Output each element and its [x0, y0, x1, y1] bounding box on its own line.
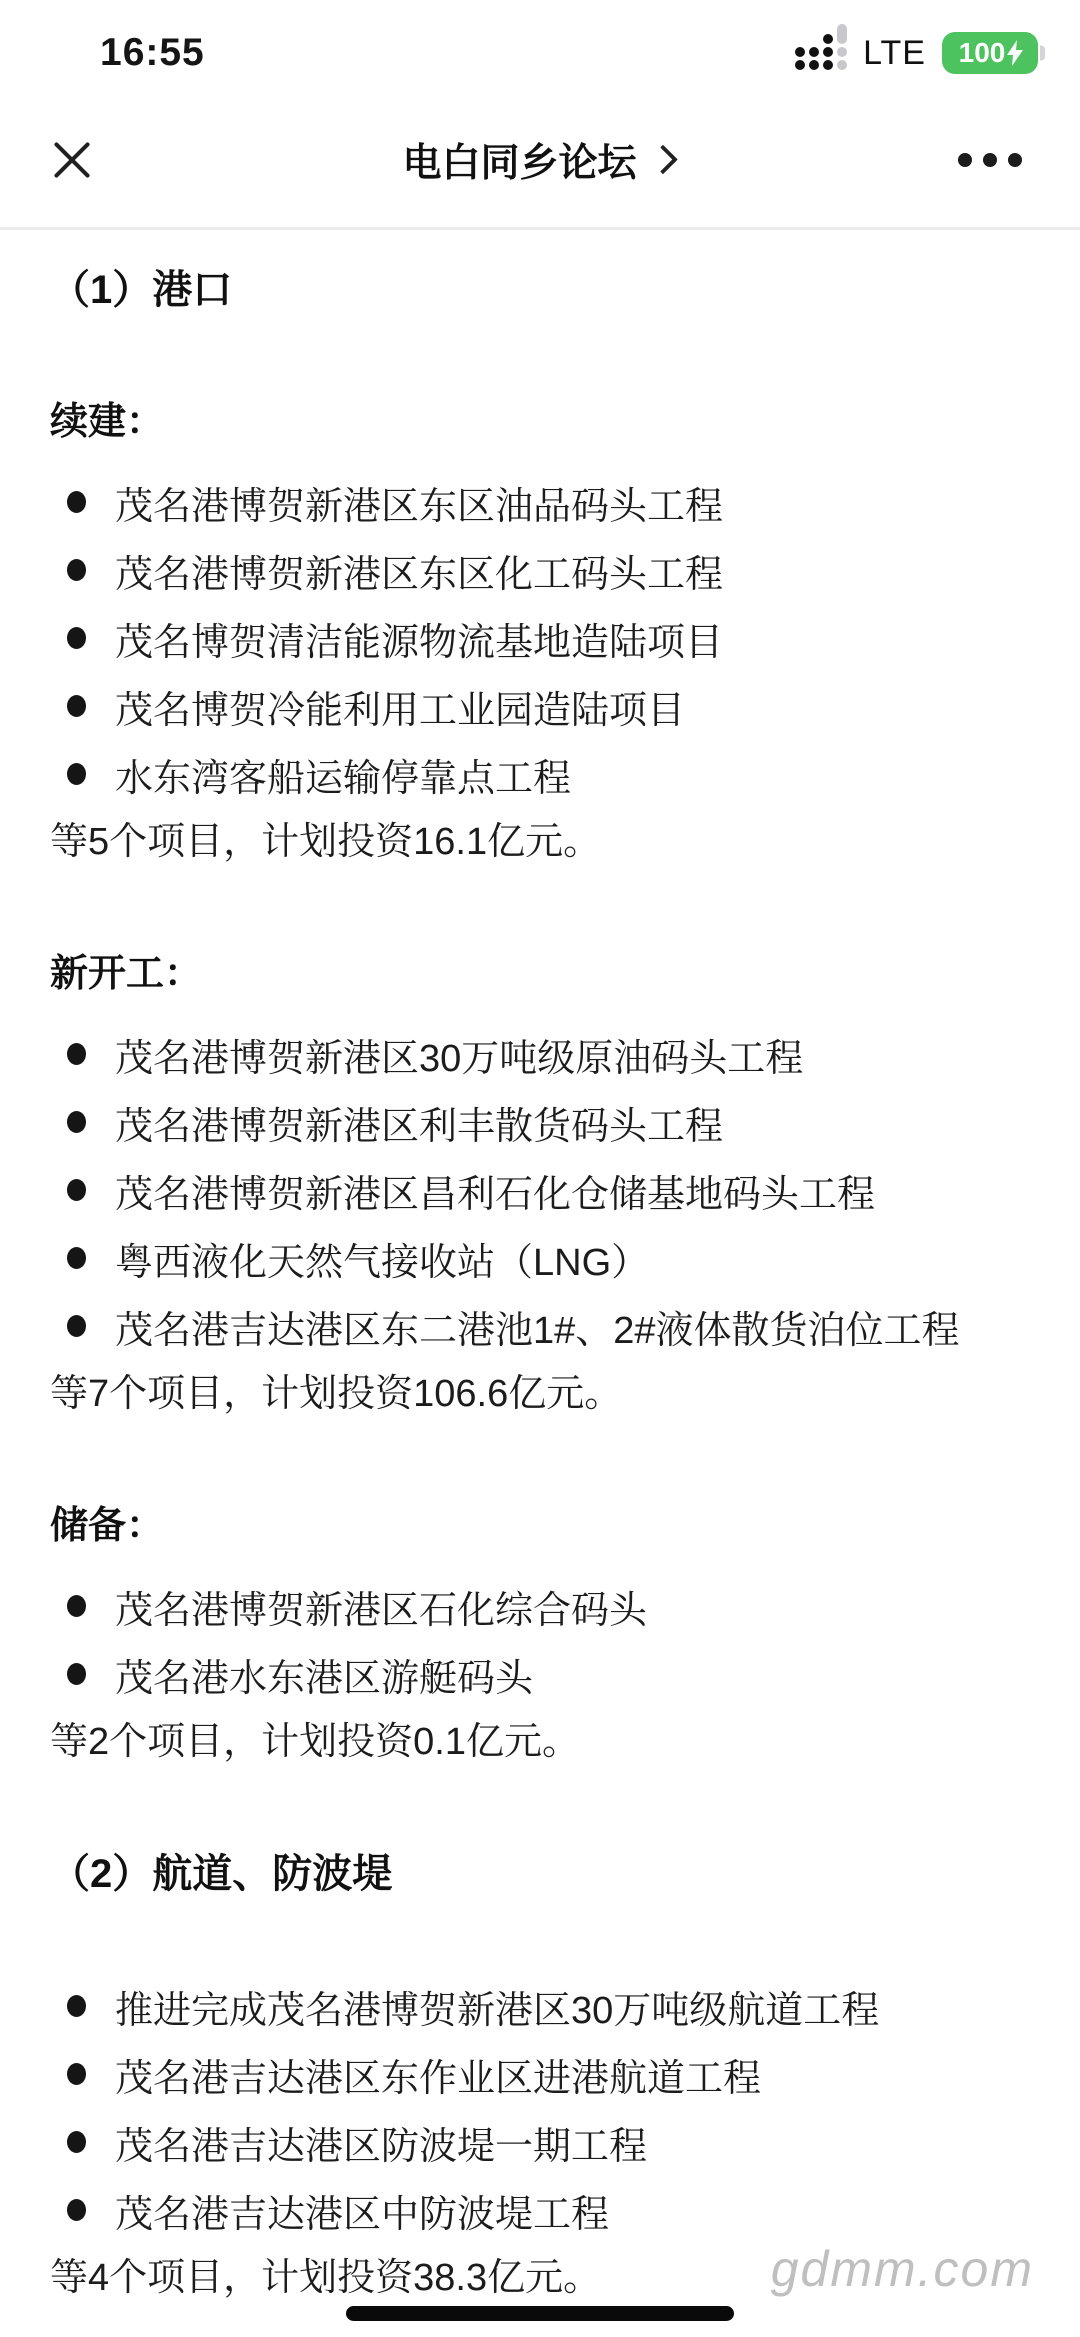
bullet-dot-icon — [67, 559, 86, 581]
chevron-right-icon — [648, 145, 678, 175]
group-summary: 等7个项目，计划投资106.6亿元。 — [50, 1373, 623, 1415]
list-item-text: 推进完成茂名港博贺新港区30万吨级航道工程 — [115, 1989, 880, 2032]
bullet-dot-icon — [67, 1995, 86, 2017]
network-type-label: LTE — [863, 33, 926, 72]
group-label: 续建： — [50, 401, 165, 443]
project-group — [50, 940, 1030, 1428]
status-time: 16:55 — [100, 31, 205, 74]
list-item — [50, 1020, 1030, 1088]
list-item — [50, 536, 1030, 604]
list-item-text: 茂名博贺冷能利用工业园造陆项目 — [115, 689, 686, 732]
cellular-signal-icon — [795, 34, 847, 72]
list-item-text: 茂名港吉达港区中防波堤工程 — [115, 2193, 610, 2236]
status-bar — [0, 0, 1080, 92]
list-item — [50, 740, 1030, 808]
section-heading: （1）港口 — [50, 268, 233, 312]
project-group — [50, 1492, 1030, 1776]
group-label: 储备： — [50, 1505, 165, 1547]
bullet-dot-icon — [67, 2131, 86, 2153]
list-item-text: 茂名港博贺新港区东区油品码头工程 — [115, 485, 724, 528]
bullet-dot-icon — [67, 1179, 86, 1201]
project-list — [50, 1020, 1030, 1360]
list-item — [50, 2040, 1030, 2108]
bullet-dot-icon — [67, 695, 86, 717]
list-item-text: 茂名港博贺新港区利丰散货码头工程 — [115, 1105, 724, 1148]
list-item-text: 茂名港博贺新港区昌利石化仓储基地码头工程 — [115, 1173, 876, 1216]
list-item — [50, 1640, 1030, 1708]
list-item — [50, 672, 1030, 740]
bullet-dot-icon — [67, 1663, 86, 1685]
bullet-dot-icon — [67, 1111, 86, 1133]
list-item-text: 茂名博贺清洁能源物流基地造陆项目 — [115, 621, 724, 664]
article — [0, 230, 1080, 2312]
battery-indicator — [942, 32, 1038, 74]
project-list — [50, 468, 1030, 808]
watermark: gdmm.com — [770, 2241, 1034, 2297]
bullet-dot-icon — [67, 763, 86, 785]
list-item — [50, 1156, 1030, 1224]
project-group — [50, 388, 1030, 876]
bullet-dot-icon — [67, 2063, 86, 2085]
list-item-text: 茂名港博贺新港区30万吨级原油码头工程 — [115, 1037, 804, 1080]
charging-bolt-icon — [1007, 40, 1023, 66]
list-item-text: 粤西液化天然气接收站（LNG） — [115, 1241, 650, 1284]
battery-percent: 100 — [958, 37, 1006, 68]
bullet-dot-icon — [67, 627, 86, 649]
list-item-text: 茂名港吉达港区东二港池1#、2#液体散货泊位工程 — [115, 1309, 960, 1352]
bullet-dot-icon — [67, 1247, 86, 1269]
bullet-dot-icon — [67, 2199, 86, 2221]
list-item — [50, 1292, 1030, 1360]
list-item-text: 茂名港水东港区游艇码头 — [115, 1657, 534, 1700]
list-item-text: 水东湾客船运输停靠点工程 — [115, 757, 572, 800]
section-heading: （2）航道、防波堤 — [50, 1852, 393, 1896]
close-icon[interactable] — [50, 138, 94, 182]
page-title[interactable] — [402, 132, 677, 188]
page-title-text: 电白同乡论坛 — [402, 141, 637, 185]
status-icons — [795, 32, 1038, 74]
home-indicator[interactable] — [346, 2306, 734, 2321]
group-label: 新开工： — [50, 953, 203, 995]
group-summary: 等2个项目，计划投资0.1亿元。 — [50, 1721, 580, 1763]
list-item — [50, 604, 1030, 672]
group-summary: 等5个项目，计划投资16.1亿元。 — [50, 821, 602, 863]
more-menu-icon[interactable] — [958, 153, 1022, 167]
bullet-dot-icon — [67, 1595, 86, 1617]
list-item — [50, 468, 1030, 536]
nav-bar — [0, 92, 1080, 230]
group-summary: 等4个项目，计划投资38.3亿元。 — [50, 2257, 602, 2299]
list-item — [50, 1088, 1030, 1156]
list-item — [50, 1224, 1030, 1292]
list-item-text: 茂名港吉达港区东作业区进港航道工程 — [115, 2057, 762, 2100]
list-item-text: 茂名港博贺新港区东区化工码头工程 — [115, 553, 724, 596]
bullet-dot-icon — [67, 1315, 86, 1337]
list-item — [50, 1972, 1030, 2040]
bullet-dot-icon — [67, 491, 86, 513]
bullet-dot-icon — [67, 1043, 86, 1065]
project-list — [50, 1572, 1030, 1708]
project-list — [50, 1972, 1030, 2244]
list-item-text: 茂名港博贺新港区石化综合码头 — [115, 1589, 648, 1632]
list-item — [50, 2108, 1030, 2176]
list-item — [50, 1572, 1030, 1640]
list-item-text: 茂名港吉达港区防波堤一期工程 — [115, 2125, 648, 2168]
list-item — [50, 2176, 1030, 2244]
